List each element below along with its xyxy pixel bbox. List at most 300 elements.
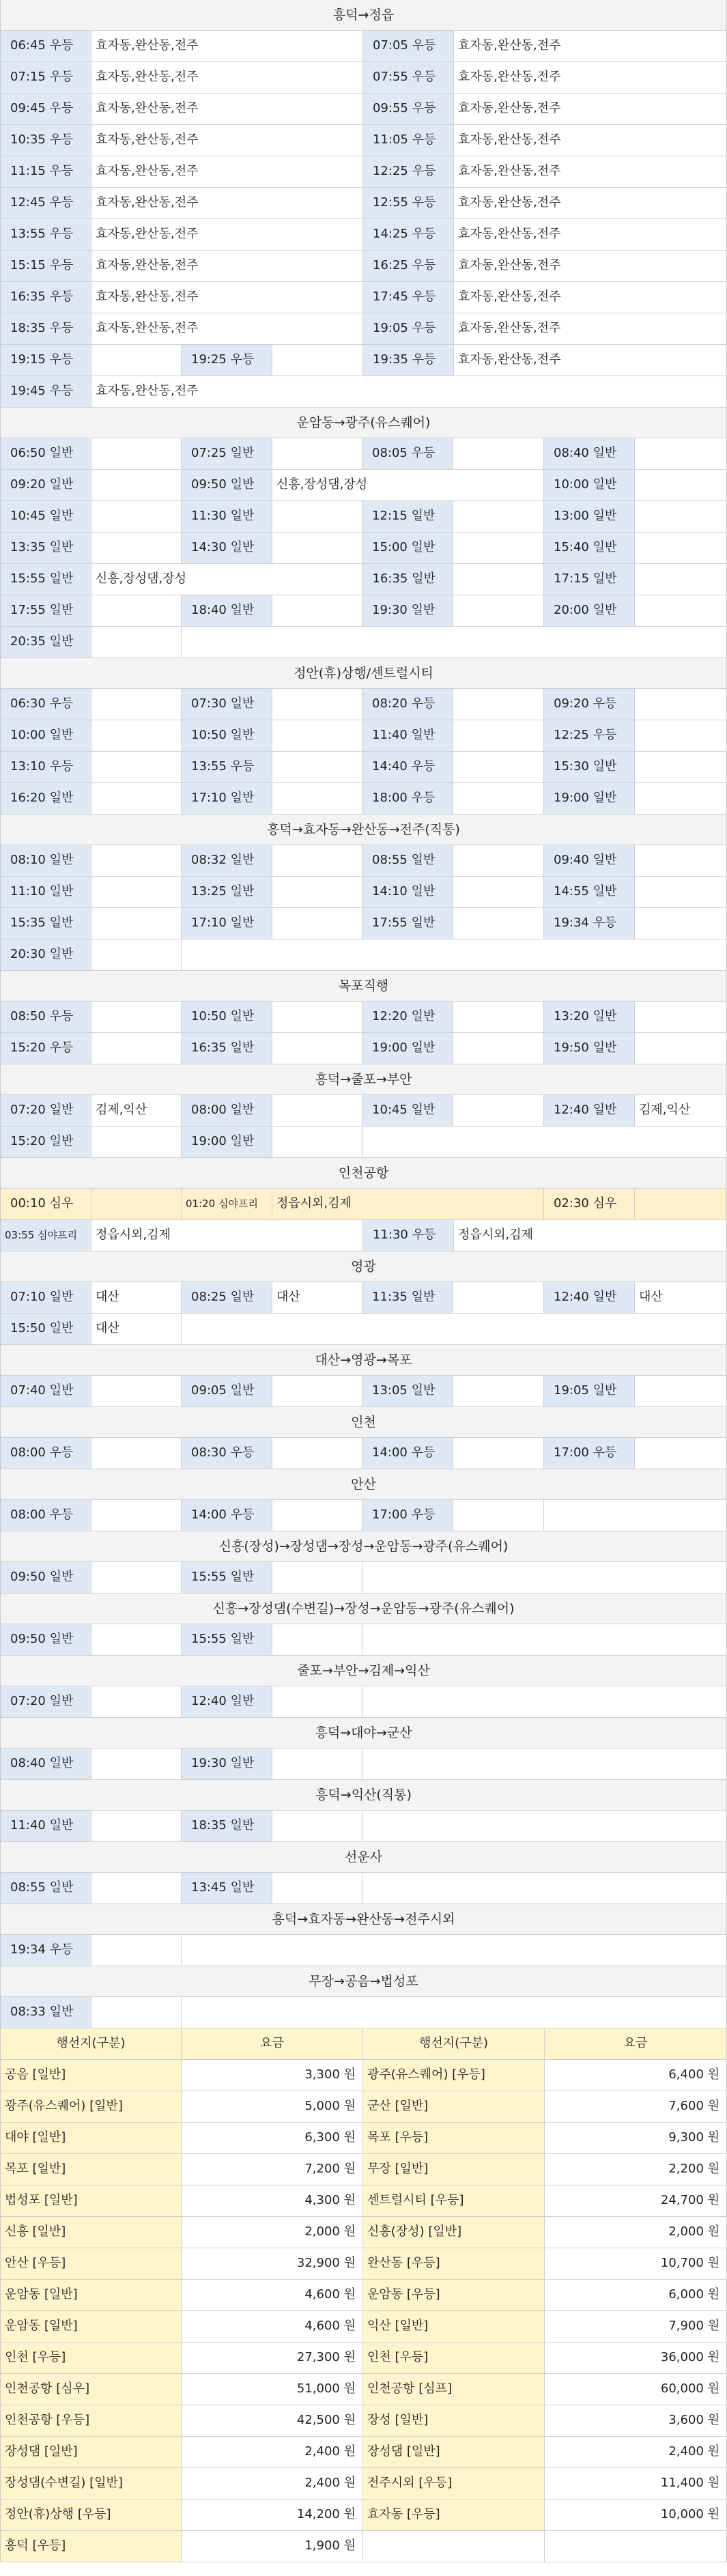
schedule-row <box>1 1376 726 1407</box>
departure-time: 19:00 일반 <box>182 1127 272 1157</box>
departure-time: 07:40 일반 <box>1 1376 91 1406</box>
departure-time: 10:50 일반 <box>182 1002 272 1032</box>
departure-time: 08:40 일반 <box>544 438 635 469</box>
fare-destination: 전주시외 [우등] <box>363 2468 545 2499</box>
route-note: 대산 <box>635 1282 726 1313</box>
departure-time: 00:10 심우 <box>1 1189 91 1219</box>
route-note <box>272 345 363 376</box>
route-note <box>182 939 726 970</box>
section-title: 목포직행 <box>1 971 726 1002</box>
schedule-row <box>1 501 726 533</box>
route-note <box>91 908 182 939</box>
fare-price: 2,200 원 <box>545 2154 726 2185</box>
fare-price: 42,500 원 <box>182 2405 363 2436</box>
departure-time: 07:30 일반 <box>182 689 272 720</box>
route-note <box>635 908 726 939</box>
departure-time: 17:55 일반 <box>1 595 91 626</box>
departure-time: 18:00 우등 <box>362 783 453 814</box>
departure-time: 19:35 우등 <box>363 345 454 376</box>
departure-time: 09:20 일반 <box>1 470 91 500</box>
fare-row <box>1 2405 726 2437</box>
route-note <box>91 1811 182 1841</box>
route-note <box>453 720 544 751</box>
route-note <box>453 1500 544 1531</box>
schedule-row <box>1 188 726 219</box>
departure-time: 13:05 일반 <box>362 1376 453 1406</box>
departure-time: 19:34 우등 <box>1 1935 91 1966</box>
fare-destination: 운암동 [일반] <box>1 2280 182 2310</box>
departure-time: 08:00 우등 <box>1 1500 91 1531</box>
departure-time: 03:55 심야프리 <box>1 1220 91 1251</box>
departure-time: 15:30 일반 <box>544 752 635 782</box>
route-note <box>272 595 362 626</box>
fare-destination: 인천 [우등] <box>1 2343 182 2373</box>
route-note <box>272 689 362 720</box>
departure-time: 08:05 우등 <box>362 438 453 469</box>
section-title: 인천공항 <box>1 1158 726 1189</box>
departure-time: 09:55 우등 <box>363 94 454 124</box>
departure-time: 16:20 일반 <box>1 783 91 814</box>
departure-time: 15:20 우등 <box>1 1033 91 1064</box>
route-note <box>453 1002 544 1032</box>
departure-time: 12:45 우등 <box>1 188 91 218</box>
route-note <box>635 845 726 876</box>
fare-price: 6,400 원 <box>545 2060 726 2091</box>
schedule-row <box>1 62 726 94</box>
fare-destination: 군산 [일반] <box>363 2091 545 2122</box>
route-note <box>91 1749 182 1779</box>
departure-time: 13:25 일반 <box>182 877 272 907</box>
departure-time: 12:25 우등 <box>544 720 635 751</box>
departure-time: 10:45 일반 <box>1 501 91 532</box>
departure-time: 14:40 우등 <box>362 752 453 782</box>
route-note <box>182 1935 726 1966</box>
fare-row <box>1 2374 726 2405</box>
departure-time: 09:05 일반 <box>182 1376 272 1406</box>
fare-destination: 대야 [일반] <box>1 2123 182 2153</box>
departure-time: 13:20 일반 <box>544 1002 635 1032</box>
route-note <box>182 1314 726 1344</box>
route-note: 효자동,완산동,전주 <box>454 313 726 344</box>
schedule-row <box>1 94 726 125</box>
departure-time: 19:25 우등 <box>182 345 272 376</box>
schedule-row <box>1 438 726 470</box>
route-note: 신흥,장성댐,장성 <box>272 470 544 500</box>
schedule-row <box>1 282 726 313</box>
route-note <box>453 438 544 469</box>
route-note <box>362 1686 726 1717</box>
fare-row <box>1 2060 726 2091</box>
departure-time: 15:15 우등 <box>1 251 91 281</box>
departure-time: 15:50 일반 <box>1 1314 91 1344</box>
route-note <box>91 1500 182 1531</box>
departure-time: 20:30 일반 <box>1 939 91 970</box>
departure-time: 07:55 우등 <box>363 62 454 93</box>
route-note <box>272 783 362 814</box>
fare-destination: 광주(유스퀘어) [일반] <box>1 2091 182 2122</box>
route-note <box>635 1376 726 1406</box>
fare-price: 10,000 원 <box>545 2500 726 2530</box>
fare-price: 2,000 원 <box>545 2217 726 2248</box>
fare-destination: 법성포 [일반] <box>1 2185 182 2216</box>
fare-row <box>1 2248 726 2280</box>
route-note <box>544 1500 726 1531</box>
route-note <box>635 783 726 814</box>
departure-time: 19:45 우등 <box>1 376 91 407</box>
route-note <box>635 720 726 751</box>
fare-destination: 목포 [일반] <box>1 2154 182 2185</box>
route-note <box>91 720 182 751</box>
fare-destination: 운암동 [일반] <box>1 2311 182 2342</box>
departure-time: 16:25 우등 <box>363 251 454 281</box>
fare-row <box>1 2123 726 2154</box>
route-note <box>453 595 544 626</box>
route-note <box>91 939 182 970</box>
route-note: 신흥,장성댐,장성 <box>91 564 363 595</box>
route-note <box>362 1624 726 1655</box>
fare-row <box>1 2500 726 2531</box>
route-note <box>272 1686 362 1717</box>
fare-row <box>1 2185 726 2217</box>
departure-time: 10:45 일반 <box>362 1095 453 1126</box>
departure-time: 01:20 심야프리 <box>182 1189 272 1219</box>
fare-price-header: 요금 <box>182 2028 363 2059</box>
section-title: 흥덕→익산(직통) <box>1 1780 726 1811</box>
departure-time: 12:20 일반 <box>362 1002 453 1032</box>
departure-time: 12:40 일반 <box>544 1282 635 1313</box>
section-title: 흥덕→효자동→완산동→전주시외 <box>1 1904 726 1935</box>
departure-time: 15:40 일반 <box>544 533 635 563</box>
route-note: 효자동,완산동,전주 <box>454 125 726 156</box>
fare-price: 4,600 원 <box>182 2311 363 2342</box>
schedule-row <box>1 908 726 939</box>
departure-time: 18:40 일반 <box>182 595 272 626</box>
departure-time: 11:10 일반 <box>1 877 91 907</box>
schedule-row <box>1 1127 726 1158</box>
fare-price: 14,200 원 <box>182 2500 363 2530</box>
schedule-row <box>1 1562 726 1594</box>
route-note <box>453 689 544 720</box>
schedule-row <box>1 156 726 188</box>
departure-time: 13:45 일반 <box>182 1873 272 1903</box>
fare-row <box>1 2531 726 2562</box>
departure-time: 10:50 일반 <box>182 720 272 751</box>
fare-destination: 센트럴시티 [우등] <box>363 2185 545 2216</box>
route-note: 효자동,완산동,전주 <box>91 62 363 93</box>
schedule-row <box>1 1686 726 1718</box>
route-note <box>272 1002 362 1032</box>
fare-destination: 목포 [우등] <box>363 2123 545 2153</box>
route-note <box>362 1127 726 1157</box>
section-title: 신흥(장성)→장성댐→장성→운암동→광주(유스퀘어) <box>1 1531 726 1562</box>
fare-destination-header: 행선지(구분) <box>1 2028 182 2059</box>
fare-price: 36,000 원 <box>545 2343 726 2373</box>
route-note <box>272 533 362 563</box>
fare-price: 3,300 원 <box>182 2060 363 2091</box>
fare-destination: 장성댐 [일반] <box>1 2437 182 2467</box>
fare-destination: 인천공항 [우등] <box>1 2405 182 2436</box>
fare-price: 11,400 원 <box>545 2468 726 2499</box>
route-note: 효자동,완산동,전주 <box>454 251 726 281</box>
departure-time: 14:30 일반 <box>182 533 272 563</box>
fare-destination-header: 행선지(구분) <box>363 2028 545 2059</box>
departure-time: 14:55 일반 <box>544 877 635 907</box>
fare-destination: 흥덕 [우등] <box>1 2531 182 2562</box>
departure-time: 17:15 일반 <box>544 564 635 595</box>
schedule-row <box>1 939 726 971</box>
fare-price: 4,600 원 <box>182 2280 363 2310</box>
route-note <box>453 845 544 876</box>
route-note <box>272 1033 362 1064</box>
route-note: 김제,익산 <box>635 1095 726 1126</box>
fare-price: 24,700 원 <box>545 2185 726 2216</box>
departure-time: 14:10 일반 <box>362 877 453 907</box>
route-note <box>635 595 726 626</box>
route-note <box>91 438 182 469</box>
departure-time: 16:35 일반 <box>362 564 453 595</box>
route-note <box>91 501 182 532</box>
route-note <box>453 752 544 782</box>
route-note <box>91 470 182 500</box>
departure-time: 19:34 우등 <box>544 908 635 939</box>
route-note: 효자동,완산동,전주 <box>454 94 726 124</box>
route-note <box>453 783 544 814</box>
route-note <box>362 1811 726 1841</box>
section-title: 줄포→부안→김제→익산 <box>1 1656 726 1686</box>
route-note <box>453 564 544 595</box>
departure-time: 09:50 일반 <box>1 1624 91 1655</box>
route-note <box>635 1189 726 1219</box>
route-note <box>272 845 362 876</box>
route-note <box>272 1749 362 1779</box>
route-note <box>635 438 726 469</box>
route-note <box>362 1749 726 1779</box>
departure-time: 08:30 우등 <box>182 1438 272 1469</box>
fare-price: 6,000 원 <box>545 2280 726 2310</box>
route-note: 효자동,완산동,전주 <box>91 94 363 124</box>
fare-destination: 정안(휴)상행 [우등] <box>1 2500 182 2530</box>
fare-price: 7,200 원 <box>182 2154 363 2185</box>
route-note: 효자동,완산동,전주 <box>454 31 726 61</box>
section-title: 영광 <box>1 1251 726 1282</box>
fare-destination: 신흥(장성) [일반] <box>363 2217 545 2248</box>
departure-time: 10:00 일반 <box>544 470 635 500</box>
fare-row <box>1 2437 726 2468</box>
route-note: 대산 <box>91 1282 182 1313</box>
route-note <box>453 1033 544 1064</box>
route-note: 김제,익산 <box>91 1095 182 1126</box>
section-title: 선운사 <box>1 1842 726 1873</box>
schedule-row <box>1 1220 726 1251</box>
departure-time: 19:05 일반 <box>544 1376 635 1406</box>
departure-time: 19:00 일반 <box>362 1033 453 1064</box>
schedule-row <box>1 345 726 376</box>
route-note <box>453 501 544 532</box>
fare-price: 4,300 원 <box>182 2185 363 2216</box>
fare-row <box>1 2154 726 2185</box>
departure-time: 07:15 우등 <box>1 62 91 93</box>
schedule-row <box>1 533 726 564</box>
route-note <box>272 501 362 532</box>
route-note <box>272 1624 362 1655</box>
route-note <box>182 627 726 657</box>
fare-price: 2,400 원 <box>545 2437 726 2467</box>
section-title: 정안(휴)상행/센트럴시티 <box>1 658 726 689</box>
fare-price <box>545 2531 726 2562</box>
departure-time: 17:00 우등 <box>362 1500 453 1531</box>
departure-time: 17:10 일반 <box>182 908 272 939</box>
route-note <box>362 1562 726 1593</box>
route-note: 정읍시외,김제 <box>272 1189 544 1219</box>
departure-time: 08:32 일반 <box>182 845 272 876</box>
schedule-row <box>1 1002 726 1033</box>
schedule-row <box>1 595 726 627</box>
route-note <box>453 533 544 563</box>
fare-destination: 장성 [일반] <box>363 2405 545 2436</box>
schedule-row <box>1 31 726 62</box>
fare-price: 2,400 원 <box>182 2468 363 2499</box>
fare-price: 9,300 원 <box>545 2123 726 2153</box>
route-note: 효자동,완산동,전주 <box>91 282 363 313</box>
route-note <box>91 1127 182 1157</box>
schedule-row <box>1 1749 726 1780</box>
departure-time: 15:35 일반 <box>1 908 91 939</box>
route-note: 효자동,완산동,전주 <box>91 251 363 281</box>
route-note <box>272 877 362 907</box>
route-note <box>91 845 182 876</box>
fare-destination: 인천공항 [심우] <box>1 2374 182 2405</box>
departure-time: 13:55 우등 <box>1 219 91 250</box>
departure-time: 06:45 우등 <box>1 31 91 61</box>
departure-time: 07:20 일반 <box>1 1686 91 1717</box>
departure-time: 11:15 우등 <box>1 156 91 187</box>
route-note: 정읍시외,김제 <box>454 1220 726 1251</box>
route-note <box>362 1873 726 1903</box>
departure-time: 19:00 일반 <box>544 783 635 814</box>
departure-time: 13:55 우등 <box>182 752 272 782</box>
departure-time: 06:30 우등 <box>1 689 91 720</box>
departure-time: 16:35 우등 <box>1 282 91 313</box>
route-note <box>272 1562 362 1593</box>
fare-table-header <box>1 2028 726 2060</box>
departure-time: 09:40 일반 <box>544 845 635 876</box>
route-note <box>91 1562 182 1593</box>
departure-time: 19:15 우등 <box>1 345 91 376</box>
departure-time: 13:35 일반 <box>1 533 91 563</box>
departure-time: 14:00 우등 <box>362 1438 453 1469</box>
route-note <box>91 345 182 376</box>
route-note <box>453 1095 544 1126</box>
fare-destination: 운암동 [우등] <box>363 2280 545 2310</box>
departure-time: 08:10 일반 <box>1 845 91 876</box>
departure-time: 11:40 일반 <box>1 1811 91 1841</box>
departure-time: 11:05 우등 <box>363 125 454 156</box>
schedule-row <box>1 1935 726 1966</box>
fare-destination: 익산 [일반] <box>363 2311 545 2342</box>
route-note: 효자동,완산동,전주 <box>454 282 726 313</box>
departure-time: 08:20 우등 <box>362 689 453 720</box>
fare-destination: 효자동 [우등] <box>363 2500 545 2530</box>
departure-time: 12:55 우등 <box>363 188 454 218</box>
fare-price: 3,600 원 <box>545 2405 726 2436</box>
departure-time: 07:20 일반 <box>1 1095 91 1126</box>
route-note: 효자동,완산동,전주 <box>454 345 726 376</box>
fare-price: 7,900 원 <box>545 2311 726 2342</box>
departure-time: 08:55 일반 <box>1 1873 91 1903</box>
section-title: 신흥→장성댐(수변길)→장성→운암동→광주(유스퀘어) <box>1 1594 726 1624</box>
fare-price-header: 요금 <box>623 2036 648 2050</box>
schedule-row <box>1 251 726 282</box>
schedule-row <box>1 1500 726 1531</box>
departure-time: 11:35 일반 <box>362 1282 453 1313</box>
route-note <box>635 1002 726 1032</box>
departure-time: 19:30 일반 <box>182 1749 272 1779</box>
route-note <box>635 689 726 720</box>
departure-time: 11:30 일반 <box>182 501 272 532</box>
route-note <box>635 1033 726 1064</box>
route-note <box>91 1002 182 1032</box>
route-note <box>635 877 726 907</box>
departure-time: 20:00 일반 <box>544 595 635 626</box>
fare-price: 6,300 원 <box>182 2123 363 2153</box>
route-note <box>272 1873 362 1903</box>
fare-destination: 공음 [일반] <box>1 2060 182 2091</box>
fare-destination: 장성댐 [일반] <box>363 2437 545 2467</box>
route-note: 대산 <box>91 1314 182 1344</box>
schedule-row <box>1 1033 726 1064</box>
route-note <box>91 1376 182 1406</box>
route-note <box>91 1624 182 1655</box>
departure-time: 15:20 일반 <box>1 1127 91 1157</box>
fare-destination: 신흥 [일반] <box>1 2217 182 2248</box>
fare-price: 2,000 원 <box>182 2217 363 2248</box>
schedule-row <box>1 877 726 908</box>
schedule-row <box>1 783 726 815</box>
section-title: 흥덕→대야→군산 <box>1 1718 726 1749</box>
departure-time: 19:50 일반 <box>544 1033 635 1064</box>
route-note <box>91 1935 182 1966</box>
route-note <box>453 908 544 939</box>
schedule-row <box>1 1095 726 1127</box>
schedule-row <box>1 470 726 501</box>
section-title: 안산 <box>1 1469 726 1500</box>
departure-time: 13:10 우등 <box>1 752 91 782</box>
departure-time: 18:35 우등 <box>1 313 91 344</box>
fare-destination: 인천 [우등] <box>363 2343 545 2373</box>
fare-price: 5,000 원 <box>182 2091 363 2122</box>
departure-time: 12:40 일반 <box>544 1095 635 1126</box>
route-note <box>635 501 726 532</box>
departure-time: 17:10 일반 <box>182 783 272 814</box>
route-note <box>272 1500 362 1531</box>
route-note <box>272 1127 362 1157</box>
schedule-row <box>1 752 726 783</box>
route-note: 효자동,완산동,전주 <box>454 219 726 250</box>
schedule-row <box>1 1282 726 1314</box>
fare-price: 60,000 원 <box>545 2374 726 2405</box>
fare-price: 7,600 원 <box>545 2091 726 2122</box>
fare-destination: 안산 [우등] <box>1 2248 182 2279</box>
route-note: 효자동,완산동,전주 <box>91 156 363 187</box>
fare-destination: 광주(유스퀘어) [우등] <box>363 2060 545 2091</box>
departure-time: 11:40 일반 <box>362 720 453 751</box>
departure-time: 15:55 일반 <box>1 564 91 595</box>
route-note <box>91 533 182 563</box>
route-note <box>635 564 726 595</box>
route-note: 효자동,완산동,전주 <box>454 156 726 187</box>
schedule-row <box>1 376 726 408</box>
route-note <box>635 470 726 500</box>
